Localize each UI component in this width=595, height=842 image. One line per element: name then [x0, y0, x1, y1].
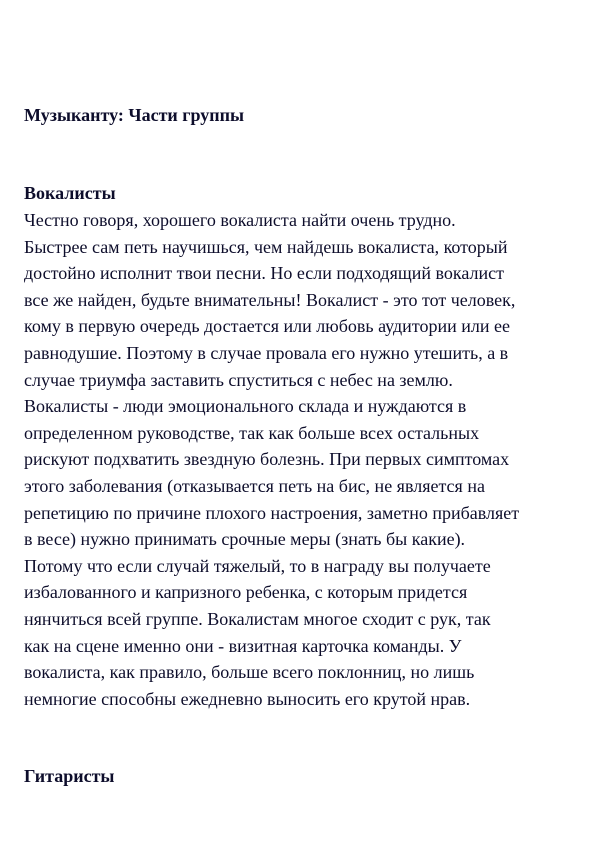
paragraph-line: немногие способны ежедневно выносить его крутой нрав. [24, 688, 471, 709]
paragraph-line: как на сцене именно они - визитная карточка команды. У [24, 635, 462, 656]
section-body-vocalists [24, 207, 584, 712]
paragraph-line: Вокалисты - люди эмоционального склада и нуждаются в [24, 396, 467, 417]
paragraph-line: этого заболевания (отказывается петь на бис, не является на [24, 475, 485, 496]
paragraph-line: все же найден, будьте внимательны! Вокалист - это тот человек, [24, 289, 516, 310]
paragraph-line: достойно исполнит твои песни. Но если подходящий вокалист [24, 263, 504, 284]
page-title: Музыканту: Части группы [24, 105, 245, 125]
paragraph-line: вокалиста, как правило, больше всего поклонниц, но лишь [24, 662, 475, 683]
section-heading-guitarists: Гитаристы [24, 766, 115, 786]
paragraph-line: в весе) нужно принимать срочные меры (знать бы какие). [24, 529, 466, 550]
paragraph-line: Быстрее сам петь научишься, чем найдешь вокалиста, который [24, 236, 508, 257]
section-heading-vocalists: Вокалисты [24, 183, 116, 203]
paragraph-line: Потому что если случай тяжелый, то в награду вы получаете [24, 555, 491, 576]
paragraph-line: определенном руководстве, так как больше всех остальных [24, 422, 480, 443]
paragraph-line: Честно говоря, хорошего вокалиста найти очень трудно. [24, 210, 456, 230]
paragraph-line: кому в первую очередь достается или любовь аудитории или ее [24, 316, 510, 337]
paragraph-line: рискуют подхватить звездную болезнь. При первых симптомах [24, 449, 510, 470]
paragraph-line: репетицию по причине плохого настроения, заметно прибавляет [24, 502, 520, 523]
paragraph-line: равнодушие. Поэтому в случае провала его нужно утешить, а в [24, 342, 509, 363]
paragraph-line: избалованного и капризного ребенка, с которым придется [24, 582, 468, 603]
paragraph-line: нянчиться всей группе. Вокалистам многое сходит с рук, так [24, 608, 491, 629]
paragraph-line: случае триумфа заставить спуститься с небес на землю. [24, 369, 453, 390]
